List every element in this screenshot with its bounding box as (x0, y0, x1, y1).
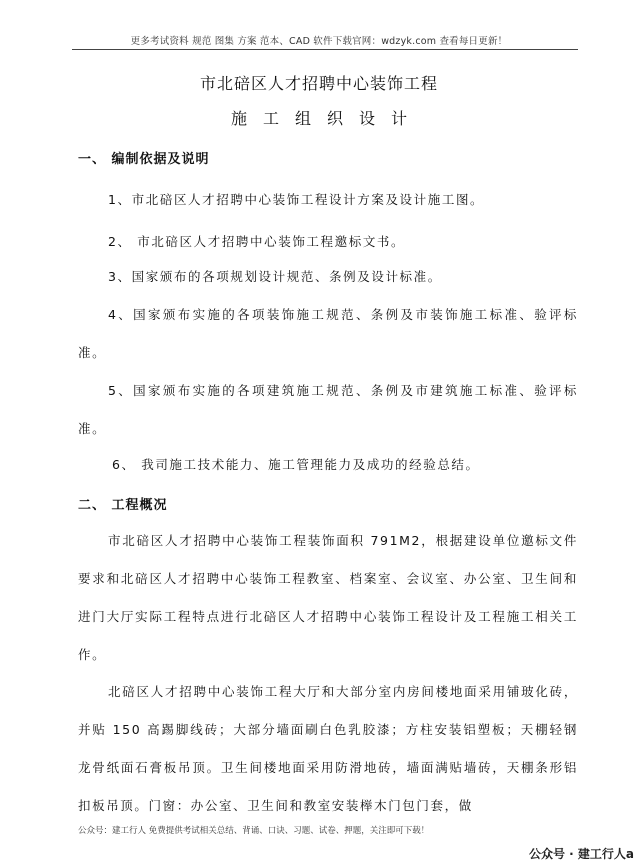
basis-item-1: 1、市北碚区人才招聘中心装饰工程设计方案及设计施工图。 (108, 192, 485, 207)
page-header: 更多考试资料 规范 图集 方案 范本、CAD 软件下载官网：wdzyk.com 查看每日更新！ (130, 36, 508, 47)
footer-note: 公众号：建工行人 免费提供考试相关总结、背诵、口诀、习题、试卷、押题，关注即可下载！ (78, 826, 430, 836)
header-divider (72, 49, 578, 50)
document-title: 市北碚区人才招聘中心装饰工程 (199, 74, 438, 93)
section-heading-basis: 一、 编制依据及说明 (78, 152, 210, 167)
section-heading-overview: 二、 工程概况 (78, 498, 168, 513)
document-subtitle: 施工组织设计 (230, 109, 423, 128)
overview-paragraph-2: 北碚区人才招聘中心装饰工程大厅和大部分室内房间楼地面采用铺玻化砖，并贴 150 高踢脚线砖；大部分墙面刷白色乳胶漆；方柱安装铝塑板；天棚轻钢龙骨纸面石膏板吊顶。卫生间楼地面采用防滑地砖，墙面满贴墙砖，天棚条形铝扣板吊顶。门窗：办公室、卫生间和教室安装榉木门包门套，做 (78, 684, 578, 813)
basis-item-2: 2、 市北碚区人才招聘中心装饰工程邀标文书。 (108, 234, 406, 249)
overview-paragraph-1: 市北碚区人才招聘中心装饰工程装饰面积 791M2，根据建设单位邀标文件要求和北碚区人才招聘中心装饰工程教室、档案室、会议室、办公室、卫生间和进门大厅实际工程特点进行北碚区人才招聘中心装饰工程设计及工程施工相关工作。 (78, 533, 578, 662)
basis-item-5: 5、国家颁布实施的各项建筑施工规范、条例及市建筑施工标准、验评标准。 (78, 383, 578, 436)
basis-item-6: 6、 我司施工技术能力、施工管理能力及成功的经验总结。 (112, 457, 480, 472)
watermark: 公众号 · 建工行人a (528, 847, 634, 861)
basis-item-3: 3、国家颁布的各项规划设计规范、条例及设计标准。 (108, 269, 442, 284)
basis-item-4: 4、国家颁布实施的各项装饰施工规范、条例及市装饰施工标准、验评标准。 (78, 307, 578, 360)
